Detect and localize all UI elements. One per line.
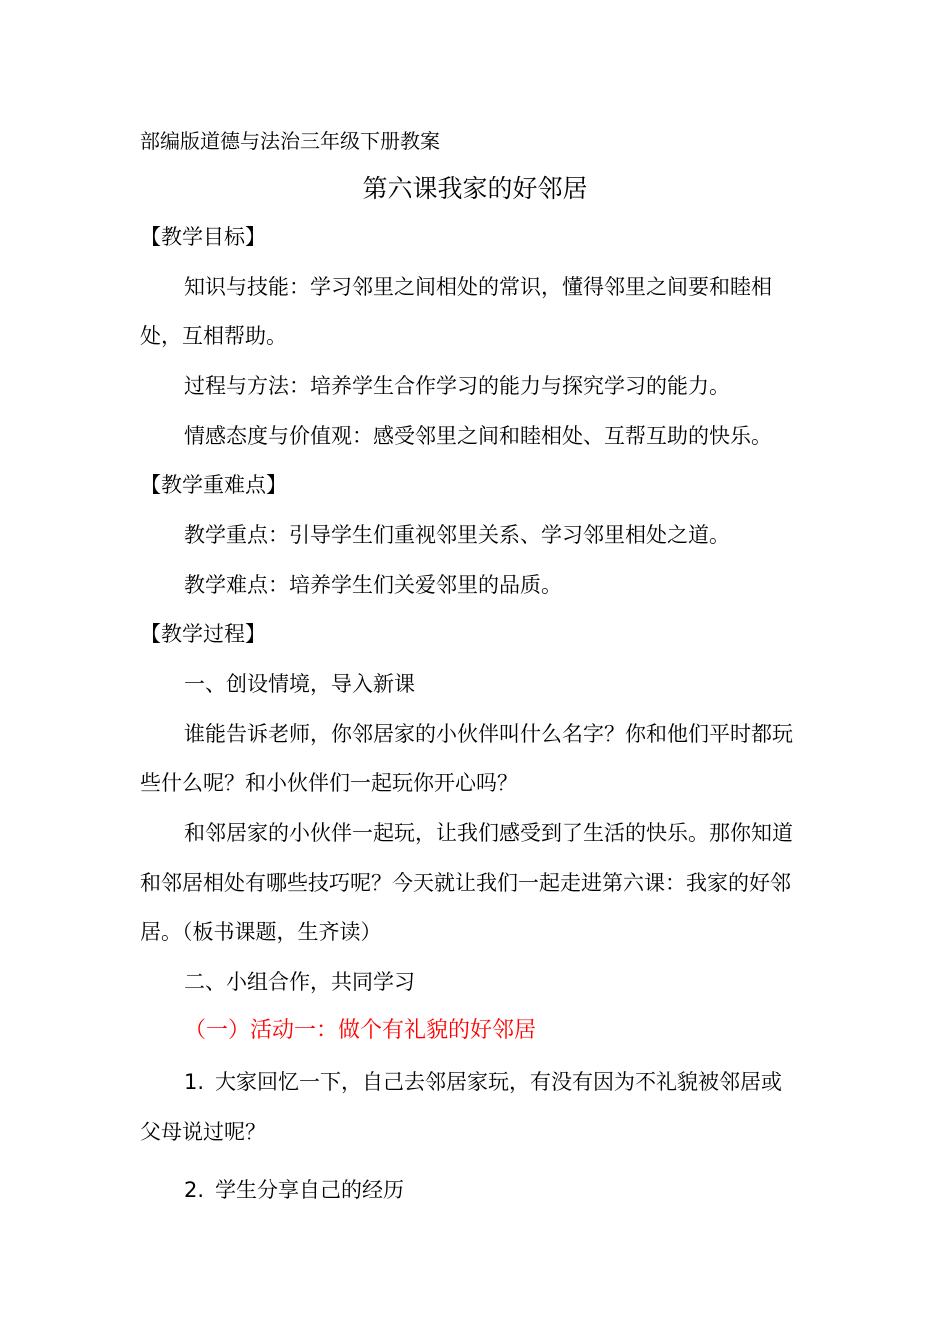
activity1-heading: （一）活动一：做个有礼貌的好邻居 [184,1018,537,1043]
page-title: 第六课我家的好邻居 [362,174,588,203]
section-heading-process: 【教学过程】 [140,622,266,646]
section-heading-goals: 【教学目标】 [140,225,266,249]
step1-paragraph2-line3: 居。（板书课题，生齐读） [140,920,382,944]
step1-paragraph1-line2: 些什么呢？和小伙伴们一起玩你开心吗？ [140,771,518,795]
step2-heading: 二、小组合作，共同学习 [184,970,415,994]
item2-number: 2. [184,1178,205,1202]
item2-text: 学生分享自己的经历 [215,1178,404,1202]
goal-knowledge-line2: 处，互相帮助。 [140,324,287,348]
step1-heading: 一、创设情境，导入新课 [184,672,415,696]
goal-emotion: 情感态度与价值观：感受邻里之间和睦相处、互帮互助的快乐。 [184,424,772,448]
goal-knowledge-line1: 知识与技能：学习邻里之间相处的常识，懂得邻里之间要和睦相 [184,275,772,299]
step1-paragraph1-line1: 谁能告诉老师，你邻居家的小伙伴叫什么名字？你和他们平时都玩 [184,722,793,746]
section-heading-key-points: 【教学重难点】 [140,473,287,497]
item1-line1: 大家回忆一下，自己去邻居家玩，有没有因为不礼貌被邻居或 [215,1070,782,1094]
key-point: 教学重点：引导学生们重视邻里关系、学习邻里相处之道。 [184,523,730,547]
difficult-point: 教学难点：培养学生们关爱邻里的品质。 [184,573,562,597]
item1-line2: 父母说过呢？ [140,1120,266,1144]
step1-paragraph2-line2: 和邻居相处有哪些技巧呢？今天就让我们一起走进第六课：我家的好邻 [140,871,791,895]
document-header: 部编版道德与法治三年级下册教案 [140,129,440,153]
goal-process: 过程与方法：培养学生合作学习的能力与探究学习的能力。 [184,374,730,398]
step1-paragraph2-line1: 和邻居家的小伙伴一起玩，让我们感受到了生活的快乐。那你知道 [184,821,793,845]
item1-number: 1. [184,1070,205,1094]
